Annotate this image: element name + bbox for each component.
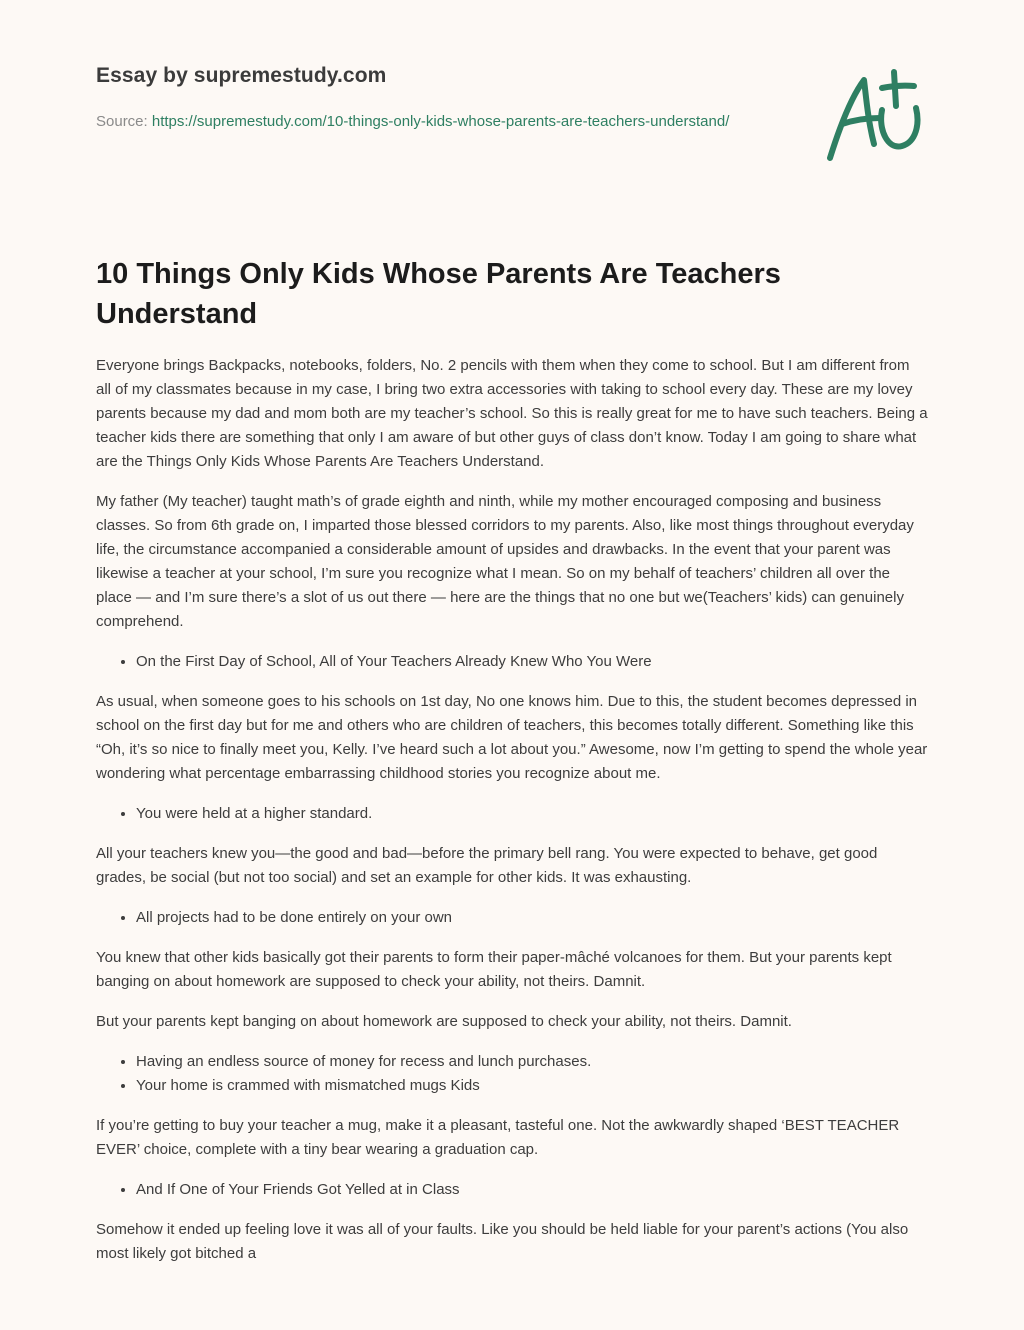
paragraph: As usual, when someone goes to his schools on 1st day, No one knows him. Due to this, the student becomes depressed in school on the first day but for me and others who are children of teachers, this becomes totally different. Something like this “Oh, it’s so nice to finally meet you, Kelly. I’ve heard such a lot about you.” Awesome, now I’m getting to spend the whole year wondering what percentage embarrassing childhood stories you recognize about me. — [96, 693, 928, 782]
bullet-list — [96, 650, 928, 674]
list-item: • You were held at a higher standard. — [136, 802, 928, 826]
paragraph: All your teachers knew you—the good and bad—before the primary bell rang. You were expected to behave, get good grades, be social (but not too social) and set an example for other kids. It was exhausting. — [96, 845, 878, 886]
paragraph: If you’re getting to buy your teacher a mug, make it a pleasant, tasteful one. Not the awkwardly shaped ‘BEST TEACHER EVER’ choice, complete with a tiny bear wearing a graduation cap. — [96, 1117, 900, 1158]
article-body — [96, 354, 928, 1282]
bullet-list — [96, 802, 928, 826]
paragraph: My father (My teacher) taught math’s of grade eighth and ninth, while my mother encouraged composing and business classes. So from 6th grade on, I imparted those blessed corridors to my parents. Also, like most things throughout everyday life, the circumstance accompanied a considerable amount of upsides and drawbacks. In the event that your parent was likewise a teacher at your school, I’m sure you recognize what I mean. So on my behalf of teachers’ children all over the place — and I’m sure there’s a slot of us out there — here are the things that no one but we(Teachers’ kids) can genuinely comprehend. — [96, 493, 914, 630]
list-item: • All projects had to be done entirely on your own — [136, 906, 928, 930]
a-plus-grade-icon — [822, 66, 928, 166]
bullet-list — [96, 1178, 928, 1202]
paragraph: Everyone brings Backpacks, notebooks, folders, No. 2 pencils with them when they come to school. But I am different from all of my classmates because in my case, I bring two extra accessories with taking to school every day. These are my lovey parents because my dad and mom both are my teacher’s school. So this is really great for me to have such teachers. Being a teacher kids there are something that only I am aware of but other guys of class don’t know. Today I am going to share what are the Things Only Kids Whose Parents Are Teachers Understand. — [96, 357, 928, 470]
paragraph: You knew that other kids basically got their parents to form their paper-mâché volcanoes for them. But your parents kept banging on about homework are supposed to check your ability, not theirs. Damnit. — [96, 949, 892, 990]
bullet-list — [96, 1050, 928, 1098]
list-item: • And If One of Your Friends Got Yelled at in Class — [136, 1178, 928, 1202]
site-title: Essay by supremestudy.com — [96, 64, 387, 87]
source-link[interactable]: https://supremestudy.com/10-things-only-kids-whose-parents-are-teachers-understand/ — [151, 113, 730, 130]
list-item: • On the First Day of School, All of Your Teachers Already Knew Who You Were — [136, 650, 928, 674]
list-item: • Having an endless source of money for recess and lunch purchases. — [136, 1050, 928, 1074]
paragraph: Somehow it ended up feeling love it was all of your faults. Like you should be held liable for your parent’s actions (You also most likely got bitched a — [96, 1221, 909, 1262]
list-item: • Your home is crammed with mismatched mugs Kids — [136, 1074, 928, 1098]
source-line — [96, 110, 756, 134]
source-label: Source: — [96, 113, 152, 130]
paragraph: But your parents kept banging on about homework are supposed to check your ability, not theirs. Damnit. — [96, 1013, 792, 1030]
bullet-list — [96, 906, 928, 930]
article-title: 10 Things Only Kids Whose Parents Are Teachers Understand — [96, 258, 781, 330]
